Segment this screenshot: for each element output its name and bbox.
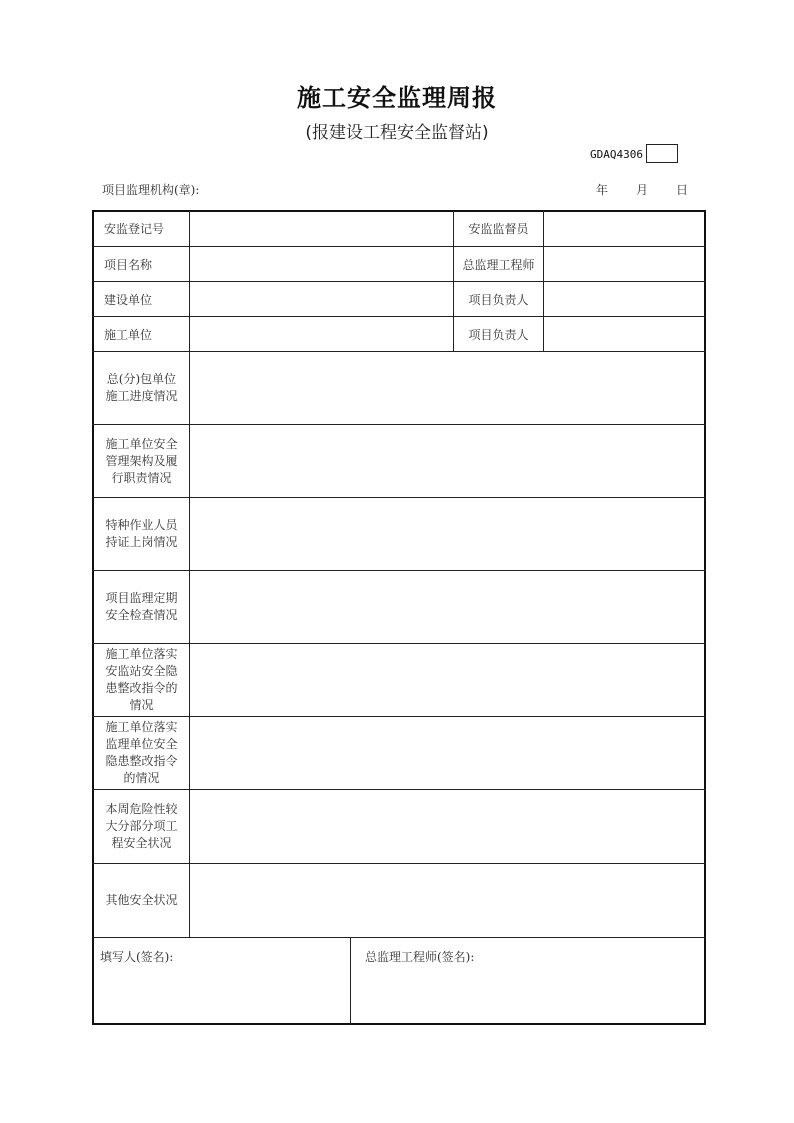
field-owner-project-lead[interactable] [544, 282, 704, 316]
signature-chief-label: 总监理工程师(签名): [365, 950, 475, 964]
section-label-other-safety: 其他安全状况 [105, 893, 178, 907]
label-contractor: 施工单位 [104, 327, 153, 342]
section-field-station-rectification[interactable] [190, 644, 704, 716]
form-code: GDAQ4306 [590, 148, 643, 161]
section-label-regular-inspection: 项目监理定期 安全检查情况 [105, 591, 178, 622]
signature-filler[interactable] [94, 938, 350, 1023]
form-code-box[interactable] [646, 144, 678, 163]
date-day-label: 日 [676, 183, 689, 197]
section-field-supervisor-rectification[interactable] [190, 717, 704, 789]
page-title: 施工安全监理周报 [297, 84, 497, 112]
field-contractor-project-lead[interactable] [544, 317, 704, 351]
page-subtitle: (报建设工程安全监督站) [305, 123, 489, 143]
label-supervisor: 安监监督员 [468, 222, 529, 236]
label-registration-no: 安监登记号 [104, 222, 165, 236]
signature-filler-label: 填写人(签名): [100, 950, 174, 964]
field-construction-owner[interactable] [190, 282, 453, 316]
section-label-supervisor-rectification: 施工单位落实 监理单位安全 隐患整改指令 的情况 [105, 720, 178, 785]
signature-chief-engineer[interactable] [351, 938, 704, 1023]
field-contractor[interactable] [190, 317, 453, 351]
label-construction-owner: 建设单位 [104, 292, 153, 307]
label-contractor-project-lead: 项目负责人 [468, 327, 529, 342]
section-label-hazardous-works: 本周危险性较 大分部分项工 程安全状况 [105, 802, 178, 850]
section-label-station-rectification: 施工单位落实 安监站安全隐 患整改指令的 情况 [105, 647, 178, 712]
section-field-hazardous-works[interactable] [190, 790, 704, 863]
field-registration-no[interactable] [190, 211, 453, 246]
field-supervisor[interactable] [544, 211, 704, 246]
section-field-special-workers[interactable] [190, 498, 704, 570]
section-field-progress[interactable] [190, 352, 704, 424]
label-chief-engineer: 总监理工程师 [462, 257, 535, 272]
section-field-regular-inspection[interactable] [190, 571, 704, 643]
label-project-name: 项目名称 [104, 257, 153, 272]
date-year-label: 年 [596, 183, 609, 197]
supervision-org-label: 项目监理机构(章): [102, 183, 200, 197]
field-chief-engineer[interactable] [544, 247, 704, 281]
section-field-safety-structure[interactable] [190, 425, 704, 497]
section-label-progress: 总(分)包单位 施工进度情况 [105, 372, 178, 403]
section-field-other-safety[interactable] [190, 864, 704, 937]
field-project-name[interactable] [190, 247, 453, 281]
section-label-safety-structure: 施工单位安全 管理架构及履 行职责情况 [105, 436, 178, 485]
label-owner-project-lead: 项目负责人 [468, 292, 529, 307]
date-month-label: 月 [636, 183, 649, 197]
section-label-special-workers: 特种作业人员 持证上岗情况 [105, 518, 178, 549]
